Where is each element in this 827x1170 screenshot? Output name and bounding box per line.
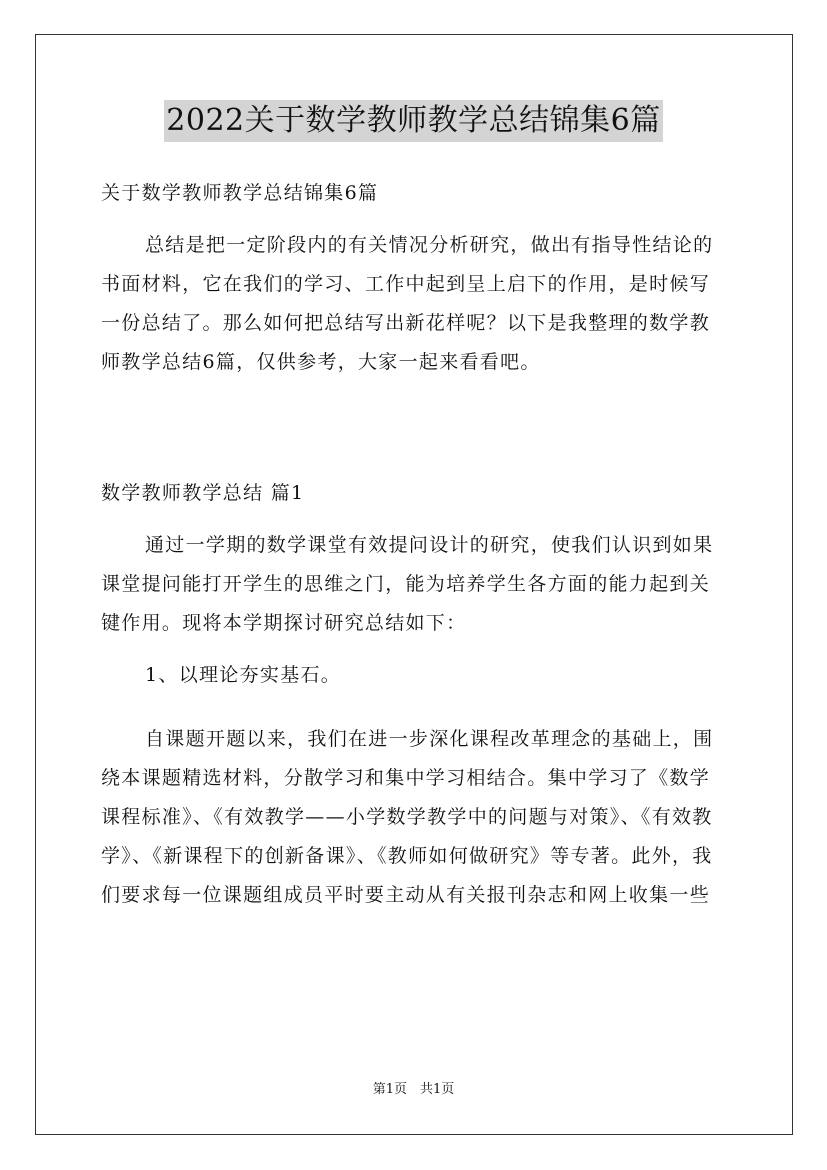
paragraph-line: 们要求每一位课题组成员平时要主动从有关报刊杂志和网上收集一些 — [101, 884, 711, 906]
intro-line: 书面材料，它在我们的学习、工作中起到呈上启下的作用，是时候写 — [101, 273, 711, 295]
paragraph-line: 自课题开题以来，我们在进一步深化课程改革理念的基础上，围 — [145, 728, 714, 750]
paragraph-line: 学》、《新课程下的创新备课》、《教师如何做研究》等专著。此外，我 — [101, 845, 713, 867]
section-heading: 数学教师教学总结 篇1 — [101, 482, 305, 504]
paragraph-line: 通过一学期的数学课堂有效提问设计的研究，使我们认识到如果 — [145, 534, 714, 556]
intro-line: 一份总结了。那么如何把总结写出新花样呢？以下是我整理的数学教 — [101, 312, 711, 334]
document-title: 2022关于数学教师教学总结锦集6篇 — [164, 100, 662, 142]
paragraph-line: 绕本课题精选材料，分散学习和集中学习相结合。集中学习了《数学 — [101, 767, 711, 789]
section-paragraph-1 — [101, 526, 727, 643]
page-number-footer: 第1页 共1页 — [372, 1082, 455, 1097]
intro-line: 总结是把一定阶段内的有关情况分析研究，做出有指导性结论的 — [145, 234, 714, 256]
document-body — [101, 174, 727, 915]
document-subtitle: 关于数学教师教学总结锦集6篇 — [101, 182, 379, 204]
intro-paragraph — [101, 226, 727, 382]
section-paragraph-2 — [101, 720, 727, 915]
paragraph-line: 键作用。现将本学期探讨研究总结如下： — [101, 612, 467, 634]
intro-line: 师教学总结6篇，仅供参考，大家一起来看看吧。 — [101, 351, 541, 373]
paragraph-line: 课程标准》、《有效教学——小学数学教学中的问题与对策》、《有效教 — [101, 806, 713, 828]
paragraph-line: 课堂提问能打开学生的思维之门，能为培养学生各方面的能力起到关 — [101, 573, 711, 595]
title-container — [0, 100, 827, 142]
point-heading: 1、以理论夯实基石。 — [145, 664, 342, 686]
